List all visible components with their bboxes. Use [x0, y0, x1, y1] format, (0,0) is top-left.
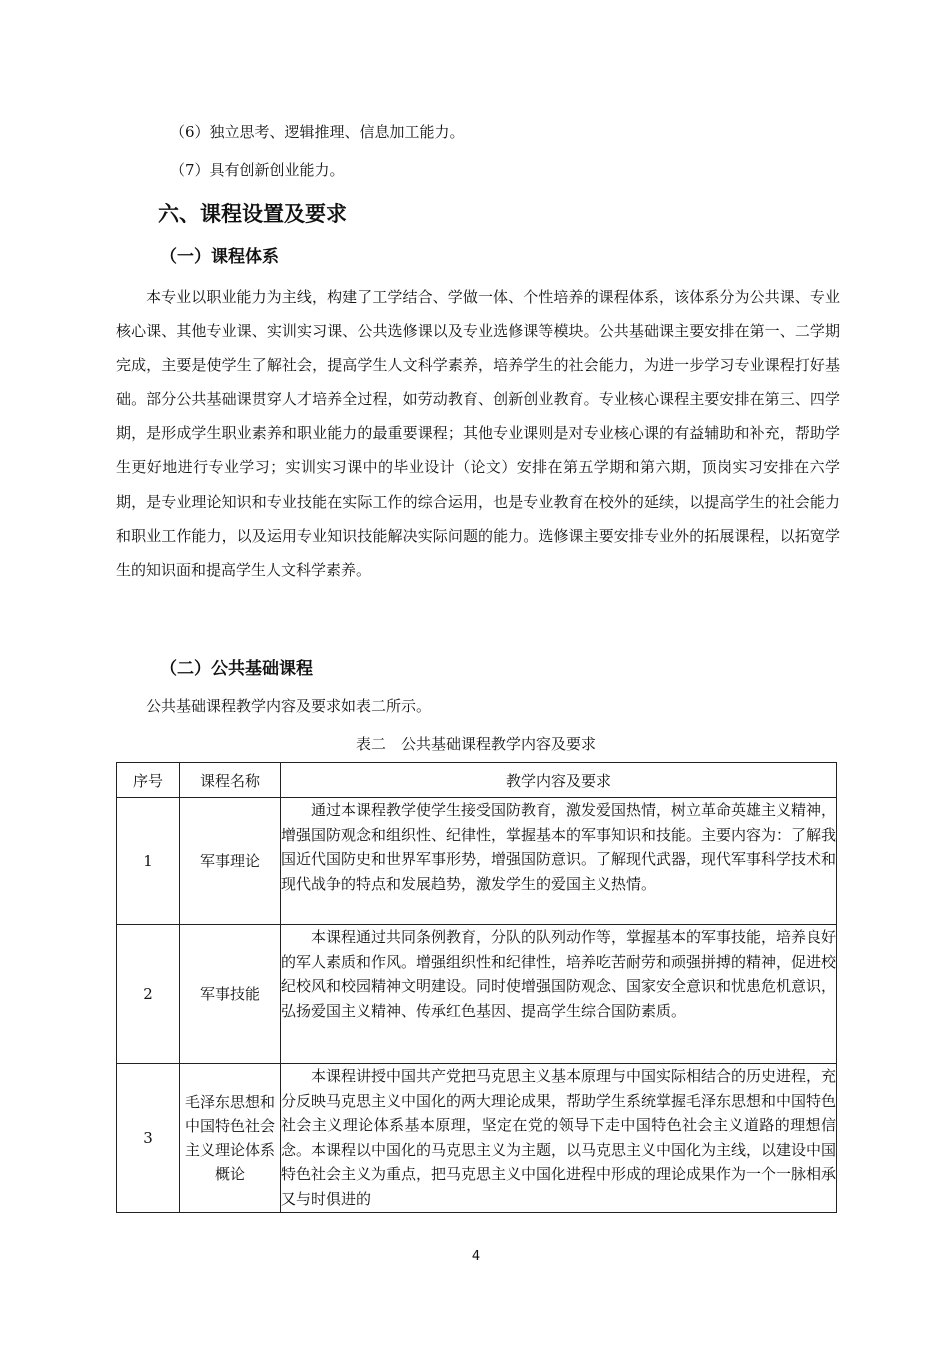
course-content: 通过本课程教学使学生接受国防教育，激发爱国热情，树立革命英雄主义精神，增强国防观念和组织性、纪律性，掌握基本的军事知识和技能。主要内容为：了解我国近代国防史和世界军事形势，增强国防意识。了解现代武器，现代军事科学技术和现代战争的特点和发展趋势，激发学生的爱国主义热情。 — [281, 798, 837, 925]
header-course-name: 课程名称 — [180, 763, 281, 798]
table-header-row — [117, 763, 837, 798]
course-content: 本课程通过共同条例教育，分队的队列动作等，掌握基本的军事技能，培养良好的军人素质和作风。增强组织性和纪律性，培养吃苦耐劳和顽强拼搏的精神，促进校纪校风和校园精神文明建设。同时使增强国防观念、国家安全意识和忧患危机意识，弘扬爱国主义精神、传承红色基因、提高学生综合国防素质。 — [281, 925, 837, 1064]
header-content: 教学内容及要求 — [281, 763, 837, 798]
row-number: 3 — [117, 1064, 180, 1213]
course-system-paragraph: 本专业以职业能力为主线，构建了工学结合、学做一体、个性培养的课程体系，该体系分为公共课、专业核心课、其他专业课、实训实习课、公共选修课以及专业选修课等模块。公共基础课主要安排在第一、二学期完成，主要是使学生了解社会，提高学生人文科学素养，培养学生的社会能力，为进一步学习专业课程打好基础。部分公共基础课贯穿人才培养全过程，如劳动教育、创新创业教育。专业核心课程主要安排在第三、四学期，是形成学生职业素养和职业能力的最重要课程；其他专业课则是对专业核心课的有益辅助和补充，帮助学生更好地进行专业学习；实训实习课中的毕业设计（论文）安排在第五学期和第六期，顶岗实习安排在六学期，是专业理论知识和专业技能在实际工作的综合运用，也是专业教育在校外的延续，以提高学生的社会能力和职业工作能力，以及运用专业知识技能解决实际问题的能力。选修课主要安排专业外的拓展课程，以拓宽学生的知识面和提高学生人文科学素养。 — [116, 288, 840, 579]
subsection-heading-course-system: （一）课程体系 — [160, 247, 279, 267]
table-row — [117, 925, 837, 1064]
course-name: 军事理论 — [180, 798, 281, 925]
course-name: 军事技能 — [180, 925, 281, 1064]
course-name: 毛泽东思想和中国特色社会主义理论体系概论 — [180, 1064, 281, 1213]
row-number: 2 — [117, 925, 180, 1064]
table-row — [117, 1064, 837, 1213]
header-no: 序号 — [117, 763, 180, 798]
public-courses-intro: 公共基础课程教学内容及要求如表二所示。 — [146, 697, 432, 715]
course-table — [116, 762, 837, 1213]
list-item-6: （6）独立思考、逻辑推理、信息加工能力。 — [170, 123, 465, 141]
table-row — [117, 798, 837, 925]
row-number: 1 — [117, 798, 180, 925]
list-item-7: （7）具有创新创业能力。 — [170, 161, 345, 179]
course-content: 本课程讲授中国共产党把马克思主义基本原理与中国实际相结合的历史进程，充分反映马克思主义中国化的两大理论成果，帮助学生系统掌握毛泽东思想和中国特色社会主义理论体系基本原理，坚定在党的领导下走中国特色社会主义道路的理想信念。本课程以中国化的马克思主义为主题，以马克思主义中国化为主线，以建设中国特色社会主义为重点，把马克思主义中国化进程中形成的理论成果作为一个一脉相承又与时俱进的 — [281, 1064, 837, 1213]
table-caption: 表二 公共基础课程教学内容及要求 — [355, 735, 596, 753]
section-heading: 六、课程设置及要求 — [158, 202, 347, 226]
subsection-heading-public-courses: （二）公共基础课程 — [160, 659, 313, 679]
page-number: 4 — [471, 1249, 481, 1264]
